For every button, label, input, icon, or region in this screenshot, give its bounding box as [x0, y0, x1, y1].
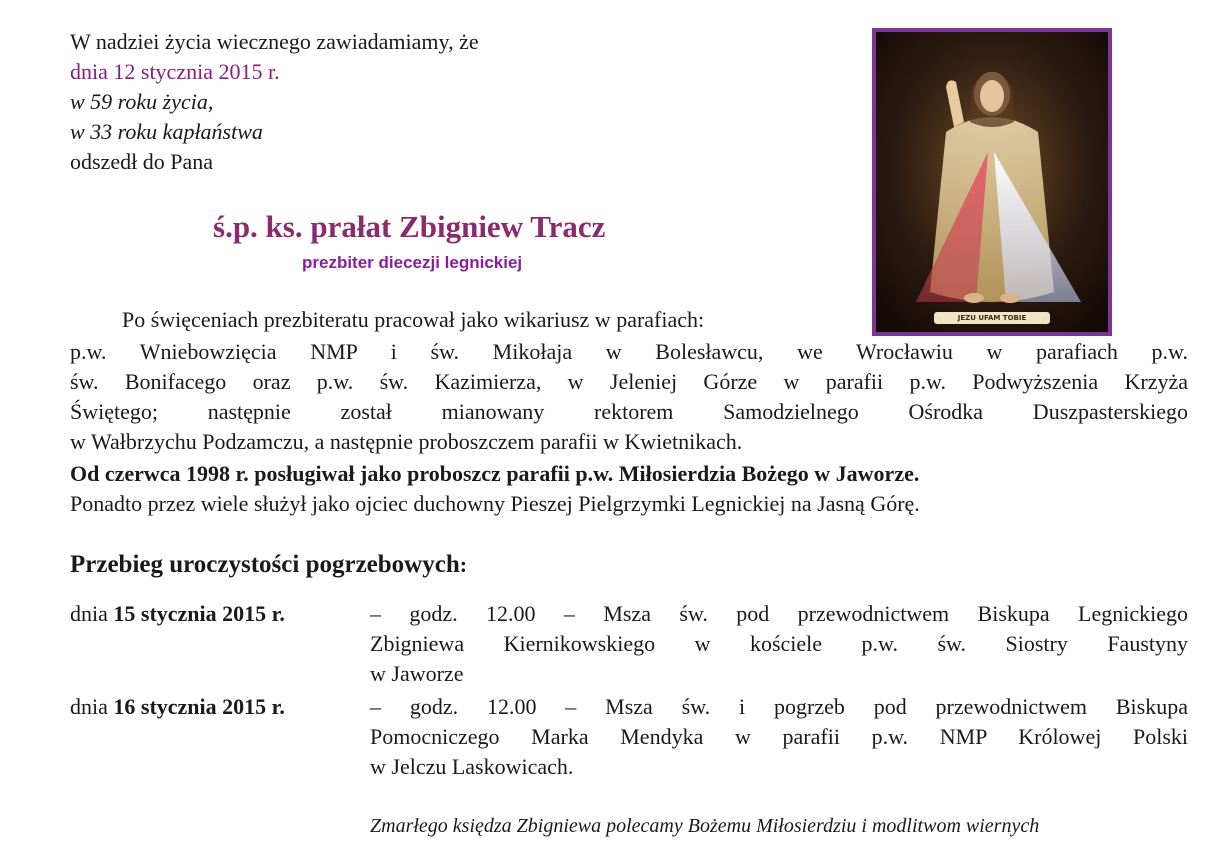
bio-line: w Wałbrzychu Podzamczu, a następnie proboszczem parafii w Kwietnikach. — [70, 429, 743, 454]
closing-note: Zmarłego księdza Zbigniewa polecamy Bożemu Miłosierdziu i modlitwom wiernych — [370, 815, 1040, 837]
intro-priesthood-years: w 33 roku kapłaństwa — [70, 119, 263, 144]
intro-date: dnia 12 stycznia 2015 r. — [70, 59, 280, 84]
divine-mercy-painting — [876, 32, 1108, 332]
schedule-desc-1 — [370, 599, 1188, 689]
date-value: 15 stycznia 2015 r. — [113, 601, 285, 626]
divine-mercy-image — [872, 28, 1112, 336]
schedule-heading-colon: : — [459, 552, 468, 577]
schedule-date-1 — [70, 599, 360, 629]
bio-intro: Po święceniach prezbiteratu pracował jako wikariusz w parafiach: — [122, 307, 705, 332]
schedule-desc-line: Pomocniczego Marka Mendyka w parafii p.w. NMP Królowej Polski — [370, 724, 1188, 749]
intro-line-1: W nadziei życia wiecznego zawiadamiamy, że — [70, 29, 479, 54]
schedule-desc-line: – godz. 12.00 – Msza św. pod przewodnictwem Biskupa Legnickiego — [370, 601, 1188, 626]
bio-bold-line: Od czerwca 1998 r. posługiwał jako proboszcz parafii p.w. Miłosierdzia Bożego w Jaworze. — [70, 461, 920, 486]
intro-passed-away: odszedł do Pana — [70, 149, 213, 174]
bio-line: św. Bonifacego oraz p.w. św. Kazimierza, w Jeleniej Górze w parafii p.w. Podwyższenia Krzyża — [70, 369, 1188, 394]
schedule-desc-line: w Jaworze — [370, 661, 464, 686]
schedule-desc-line: – godz. 12.00 – Msza św. i pogrzeb pod przewodnictwem Biskupa — [370, 694, 1188, 719]
schedule-heading-text: Przebieg uroczystości pogrzebowych — [70, 551, 460, 578]
bio-line: Świętego; następnie został mianowany rektorem Samodzielnego Ośrodka Duszpasterskiego — [70, 399, 1188, 424]
schedule-desc-line: Zbigniewa Kiernikowskiego w kościele p.w. św. Siostry Faustyny — [370, 631, 1188, 656]
deceased-name: ś.p. ks. prałat Zbigniew Tracz — [213, 209, 606, 244]
schedule-heading — [70, 550, 467, 580]
schedule-desc-line: w Jelczu Laskowicach. — [370, 754, 574, 779]
bio-final-line: Ponadto przez wiele służył jako ojciec duchowny Pieszej Pielgrzymki Legnickiej na Jasną Górę. — [70, 491, 920, 516]
intro-age: w 59 roku życia, — [70, 89, 214, 114]
deceased-subtitle: prezbiter diecezji legnickiej — [302, 253, 523, 272]
schedule-date-2 — [70, 692, 360, 722]
image-caption: JEZU UFAM TOBIE — [957, 314, 1027, 322]
date-prefix: dnia — [70, 694, 114, 719]
biography-paragraph — [70, 337, 1188, 457]
bio-line: p.w. Wniebowzięcia NMP i św. Mikołaja w Bolesławcu, we Wrocławiu w parafiach p.w. — [70, 339, 1188, 364]
schedule-desc-2 — [370, 692, 1188, 782]
date-prefix: dnia — [70, 601, 114, 626]
date-value: 16 stycznia 2015 r. — [113, 694, 285, 719]
